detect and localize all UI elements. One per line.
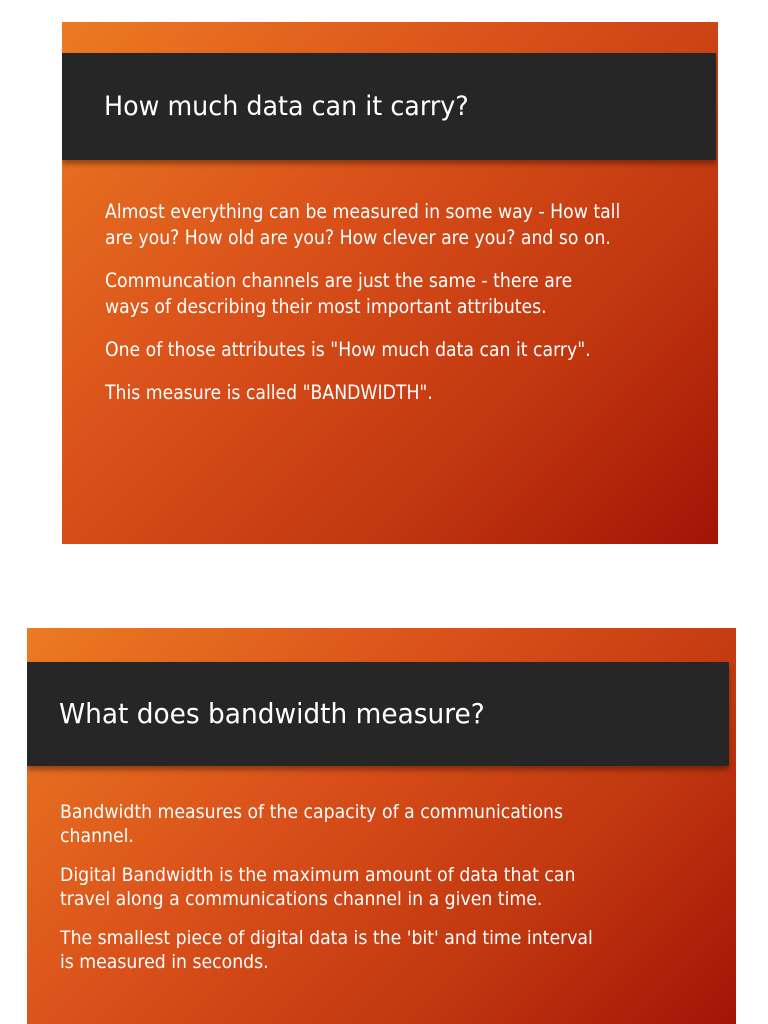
slide-1-paragraph-2-line-1: Communcation channels are just the same - there are — [105, 269, 573, 292]
slide-1-title-bar — [62, 53, 716, 160]
slide-2-paragraph-3-line-2: is measured in seconds. — [60, 952, 269, 973]
slide-1-paragraph-4 — [105, 380, 663, 406]
slide-1-paragraph-1-line-1: Almost everything can be measured in some way - How tall — [105, 200, 621, 223]
slide-2-body — [60, 801, 720, 990]
slide-1 — [62, 22, 718, 544]
slide-1-paragraph-1-line-2: are you? How old are you? How clever are you? and so on. — [105, 226, 611, 249]
slide-1-paragraph-3-line-1: One of those attributes is "How much data can it carry". — [105, 338, 591, 361]
slide-2-paragraph-1 — [60, 801, 674, 849]
slide-1-paragraph-1 — [105, 199, 663, 251]
slide-2-title: What does bandwidth measure? — [59, 698, 485, 730]
slide-2-paragraph-3 — [60, 927, 674, 975]
slide-1-paragraph-2-line-2: ways of describing their most important attributes. — [105, 295, 547, 318]
slide-2-title-bar — [27, 662, 729, 766]
slide-2 — [27, 628, 736, 1024]
slide-1-paragraph-2 — [105, 268, 663, 320]
slide-2-paragraph-1-line-1: Bandwidth measures of the capacity of a communications — [60, 802, 564, 823]
slide-2-paragraph-2-line-1: Digital Bandwidth is the maximum amount of data that can — [60, 865, 576, 886]
slide-2-paragraph-3-line-1: The smallest piece of digital data is the 'bit' and time interval — [60, 928, 593, 949]
slide-2-paragraph-1-line-2: channel. — [60, 826, 134, 847]
slide-1-body — [105, 199, 718, 423]
slide-2-paragraph-2-line-2: travel along a communications channel in a given time. — [60, 889, 543, 910]
slide-1-title: How much data can it carry? — [104, 91, 469, 122]
slide-2-paragraph-2 — [60, 864, 674, 912]
slide-1-paragraph-4-line-1: This measure is called "BANDWIDTH". — [105, 381, 433, 404]
slide-1-paragraph-3 — [105, 337, 663, 363]
